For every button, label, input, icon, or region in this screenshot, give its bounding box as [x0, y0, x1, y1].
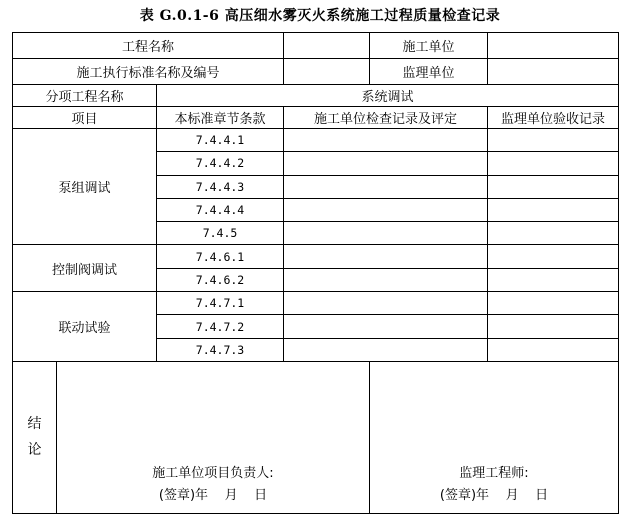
conclusion-label	[13, 361, 57, 513]
supervision-conclusion-cell[interactable]	[370, 361, 619, 513]
construction-unit-value[interactable]	[488, 33, 619, 59]
supervision-record-cell[interactable]	[488, 245, 619, 268]
clause-number: 7.4.7.1	[157, 292, 284, 315]
col-header-item: 项目	[13, 107, 157, 129]
supervision-record-cell[interactable]	[488, 175, 619, 198]
supervision-record-cell[interactable]	[488, 292, 619, 315]
construction-record-cell[interactable]	[284, 222, 488, 245]
standard-value[interactable]	[284, 59, 370, 85]
construction-record-cell[interactable]	[284, 315, 488, 338]
col-header-supervision-record: 监理单位验收记录	[488, 107, 619, 129]
supervision-record-cell[interactable]	[488, 198, 619, 221]
supervision-record-cell[interactable]	[488, 315, 619, 338]
construction-record-cell[interactable]	[284, 175, 488, 198]
supervision-unit-label: 监理单位	[370, 59, 488, 85]
supervision-record-cell[interactable]	[488, 222, 619, 245]
supervision-record-cell[interactable]	[488, 338, 619, 361]
conclusion-label-char-2: 论	[27, 442, 42, 459]
supervisor-sign-date: (签章)年 月 日	[439, 487, 549, 503]
item-name: 联动试验	[13, 292, 157, 362]
clause-number: 7.4.5	[157, 222, 284, 245]
col-header-clause: 本标准章节条款	[157, 107, 284, 129]
clause-number: 7.4.6.1	[157, 245, 284, 268]
clause-number: 7.4.7.3	[157, 338, 284, 361]
clause-number: 7.4.6.2	[157, 268, 284, 291]
construction-record-cell[interactable]	[284, 245, 488, 268]
clause-number: 7.4.4.1	[157, 129, 284, 152]
conclusion-row	[13, 361, 619, 513]
construction-conclusion-cell[interactable]	[57, 361, 370, 513]
supervision-unit-value[interactable]	[488, 59, 619, 85]
form-title: 表 G.0.1-6 高压细水雾灭火系统施工过程质量检查记录	[139, 8, 501, 24]
construction-record-cell[interactable]	[284, 338, 488, 361]
col-header-construction-record: 施工单位检查记录及评定	[284, 107, 488, 129]
header-row-subproject	[13, 85, 619, 107]
supervision-record-cell[interactable]	[488, 268, 619, 291]
header-row-project	[13, 33, 619, 59]
construction-record-cell[interactable]	[284, 268, 488, 291]
inspection-table	[12, 32, 619, 514]
clause-number: 7.4.7.2	[157, 315, 284, 338]
construction-record-cell[interactable]	[284, 129, 488, 152]
clause-number: 7.4.4.2	[157, 152, 284, 175]
supervision-record-cell[interactable]	[488, 129, 619, 152]
conclusion-label-char-1: 结	[27, 416, 42, 433]
sub-project-label: 分项工程名称	[13, 85, 157, 107]
clause-row	[13, 129, 619, 152]
column-header-row	[13, 107, 619, 129]
project-name-value[interactable]	[284, 33, 370, 59]
header-row-standard	[13, 59, 619, 85]
construction-record-cell[interactable]	[284, 198, 488, 221]
project-name-label: 工程名称	[13, 33, 284, 59]
clause-row	[13, 245, 619, 268]
supervision-record-cell[interactable]	[488, 152, 619, 175]
clause-number: 7.4.4.4	[157, 198, 284, 221]
sub-project-value: 系统调试	[157, 85, 619, 107]
construction-unit-label: 施工单位	[370, 33, 488, 59]
standard-label: 施工执行标准名称及编号	[13, 59, 284, 85]
construction-sign-date: (签章)年 月 日	[158, 487, 268, 503]
item-name: 泵组调试	[13, 129, 157, 245]
item-name: 控制阀调试	[13, 245, 157, 292]
construction-signer-label: 施工单位项目负责人:	[152, 465, 274, 481]
clause-number: 7.4.4.3	[157, 175, 284, 198]
supervisor-signer-label: 监理工程师:	[459, 465, 529, 481]
clause-row	[13, 292, 619, 315]
construction-record-cell[interactable]	[284, 292, 488, 315]
construction-record-cell[interactable]	[284, 152, 488, 175]
